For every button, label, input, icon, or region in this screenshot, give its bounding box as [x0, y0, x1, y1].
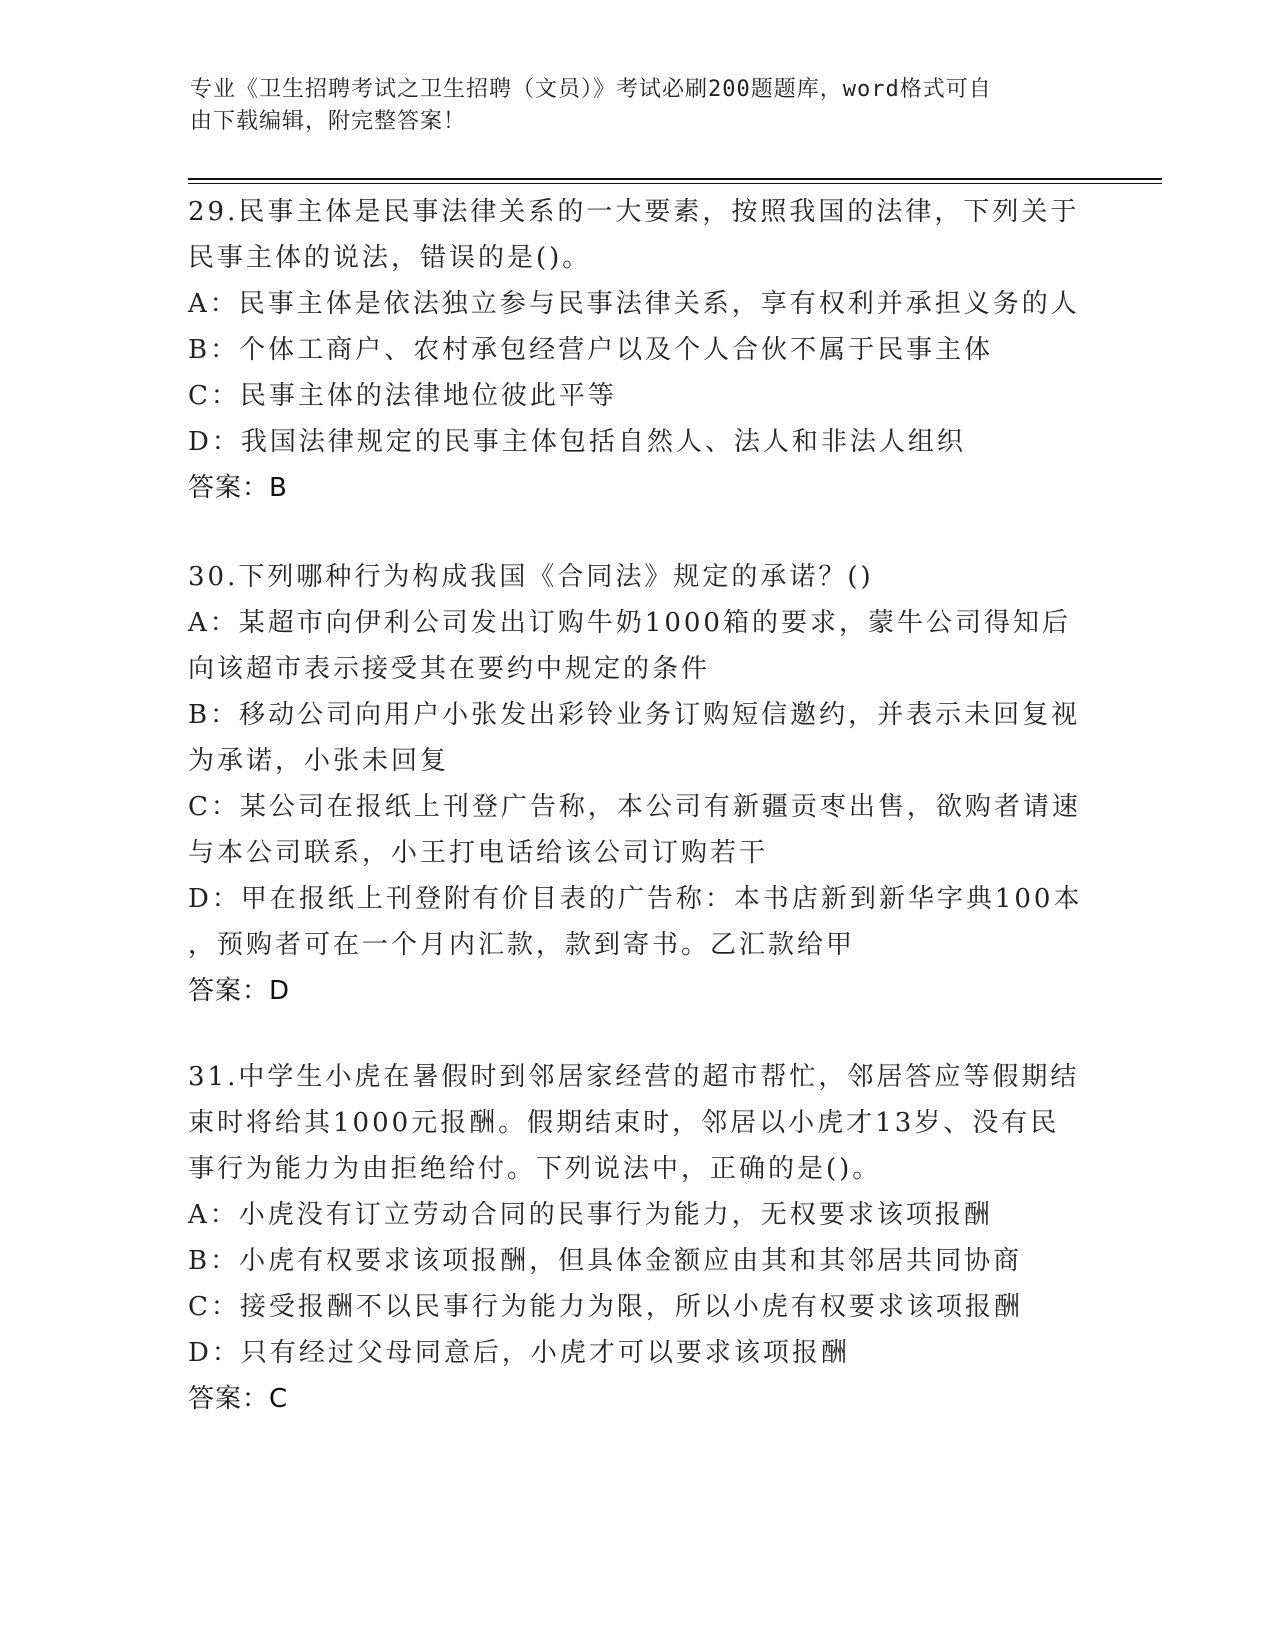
option-b: B：小虎有权要求该项报酬，但具体金额应由其和其邻居共同协商: [188, 1246, 1023, 1276]
question-stem-line: 29.民事主体是民事法律关系的一大要素，按照我国的法律，下列关于: [188, 197, 1080, 227]
option-a: A：小虎没有订立劳动合同的民事行为能力，无权要求该项报酬: [188, 1200, 993, 1230]
header-divider-thick: [188, 178, 1162, 180]
option-c-continued: 与本公司联系，小王打电话给该公司订购若干: [188, 838, 769, 868]
option-d: D：甲在报纸上刊登附有价目表的广告称：本书店新到新华字典100本: [188, 884, 1083, 914]
option-c: C：接受报酬不以民事行为能力为限，所以小虎有权要求该项报酬: [188, 1292, 1023, 1322]
option-a: A：民事主体是依法独立参与民事法律关系，享有权利并承担义务的人: [188, 289, 1080, 319]
answer-line: 答案：B: [188, 473, 288, 503]
header-line: 专业《卫生招聘考试之卫生招聘（文员）》考试必刷200题题库，word格式可自: [190, 77, 992, 102]
question-stem-line: 民事主体的说法，错误的是()。: [188, 243, 592, 273]
header-divider-thin: [188, 183, 1162, 184]
answer-line: 答案：D: [188, 976, 291, 1006]
option-b: B：个体工商户、农村承包经营户以及个人合伙不属于民事主体: [188, 335, 994, 365]
option-c: C：民事主体的法律地位彼此平等: [188, 381, 617, 411]
question-stem-line: 束时将给其1000元报酬。假期结束时，邻居以小虎才13岁、没有民: [188, 1108, 1060, 1138]
answer-line: 答案：C: [188, 1384, 289, 1414]
question-29: [188, 189, 1088, 511]
option-d: D：我国法律规定的民事主体包括自然人、法人和非法人组织: [188, 427, 966, 457]
question-stem-line: 31.中学生小虎在暑假时到邻居家经营的超市帮忙，邻居答应等假期结: [188, 1062, 1080, 1092]
question-30: [188, 554, 1088, 1014]
header-line: 由下载编辑，附完整答案！: [190, 109, 467, 134]
option-c: C：某公司在报纸上刊登广告称，本公司有新疆贡枣出售，欲购者请速: [188, 792, 1081, 822]
question-stem-line: 事行为能力为由拒绝给付。下列说法中，正确的是()。: [188, 1154, 882, 1184]
document-header: [190, 74, 1090, 138]
question-stem-line: 30.下列哪种行为构成我国《合同法》规定的承诺？(): [188, 562, 874, 592]
option-b: B：移动公司向用户小张发出彩铃业务订购短信邀约，并表示未回复视: [188, 700, 1081, 730]
option-b-continued: 为承诺，小张未回复: [188, 746, 450, 776]
option-a: A：某超市向伊利公司发出订购牛奶1000箱的要求，蒙牛公司得知后: [188, 608, 1071, 638]
option-a-continued: 向该超市表示接受其在要约中规定的条件: [188, 654, 711, 684]
option-d: D：只有经过父母同意后，小虎才可以要求该项报酬: [188, 1338, 850, 1368]
question-31: [188, 1054, 1088, 1422]
option-d-continued: ，预购者可在一个月内汇款，款到寄书。乙汇款给甲: [188, 930, 856, 960]
